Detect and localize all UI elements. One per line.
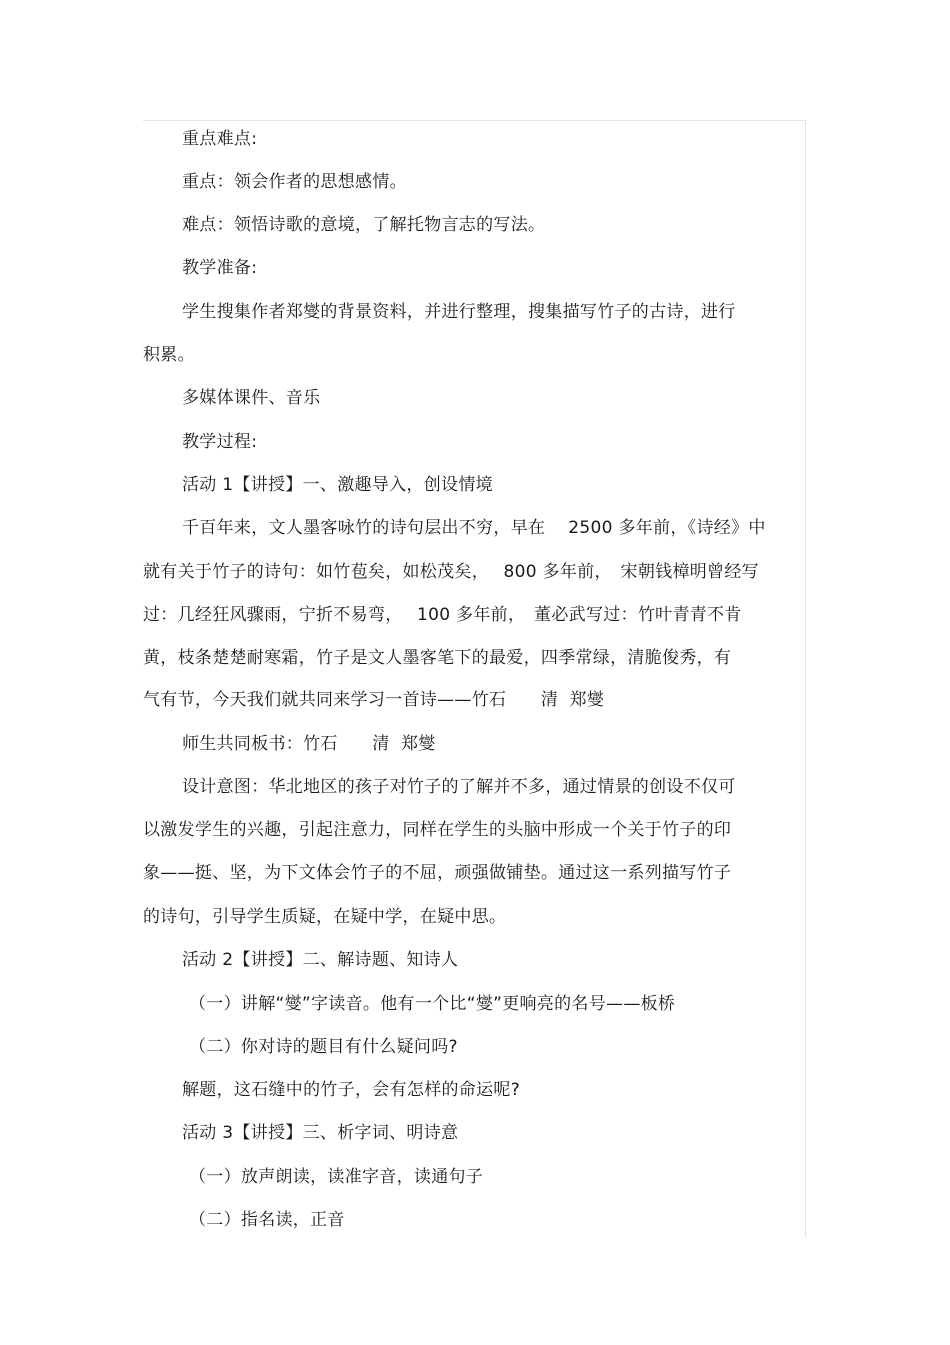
page-frame (143, 120, 806, 1238)
heading-key-points: 重点难点: (182, 129, 258, 149)
heading-process: 教学过程: (182, 432, 258, 452)
activity-3-item: （二）指名读，正音 (189, 1210, 345, 1230)
key-point: 重点：领会作者的思想感情。 (182, 172, 407, 192)
design-intent-line: 设计意图：华北地区的孩子对竹子的了解并不多，通过情景的创设不仅可 (182, 777, 736, 797)
activity-3-item: （一）放声朗读，读准字音，读通句子 (189, 1167, 484, 1187)
design-intent-line: 的诗句，引导学生质疑，在疑中学，在疑中思。 (143, 907, 507, 927)
activity-3-heading: 活动 3【讲授】三、析字词、明诗意 (182, 1123, 459, 1143)
preparation-text-line: 学生搜集作者郑燮的背景资料，并进行整理，搜集描写竹子的古诗，进行 (182, 302, 736, 322)
activity-1-text-line: 千百年来，文人墨客咏竹的诗句层出不穷，早在 2500 多年前，《诗经》中 (182, 518, 766, 538)
activity-1-text-line: 就有关于竹子的诗句：如竹苞矣，如松茂矣， 800 多年前， 宋朝钱樟明曾经写 (143, 562, 759, 582)
activity-2-item: （一）讲解“燮”字读音。他有一个比“燮”更响亮的名号——板桥 (189, 994, 676, 1014)
preparation-text-line: 积累。 (143, 345, 195, 365)
activity-1-text-line: 过：几经狂风骤雨，宁折不易弯， 100 多年前， 董必武写过：竹叶青青不肯 (143, 605, 742, 625)
title-explanation-text: 解题，这石缝中的竹子，会有怎样的命运呢? (182, 1080, 521, 1100)
design-intent-line: 以激发学生的兴趣，引起注意力，同样在学生的头脑中形成一个关于竹子的印 (143, 820, 732, 840)
board-writing-text: 师生共同板书：竹石 清 郑燮 (182, 734, 436, 754)
activity-1-text-line: 黄，枝条楚楚耐寒霜，竹子是文人墨客笔下的最爱，四季常绿，清脆俊秀，有 (143, 648, 732, 668)
materials-text: 多媒体课件、音乐 (182, 388, 321, 408)
activity-1-heading: 活动 1【讲授】一、激趣导入，创设情境 (182, 475, 493, 495)
difficult-point: 难点：领悟诗歌的意境，了解托物言志的写法。 (182, 215, 546, 235)
design-intent-line: 象——挺、坚，为下文体会竹子的不屈，顽强做铺垫。通过这一系列描写竹子 (143, 863, 732, 883)
activity-1-text-line: 气有节，今天我们就共同来学习一首诗——竹石 清 郑燮 (143, 690, 605, 710)
activity-2-item: （二）你对诗的题目有什么疑问吗? (189, 1037, 458, 1057)
heading-preparation: 教学准备: (182, 258, 258, 278)
activity-2-heading: 活动 2【讲授】二、解诗题、知诗人 (182, 950, 459, 970)
